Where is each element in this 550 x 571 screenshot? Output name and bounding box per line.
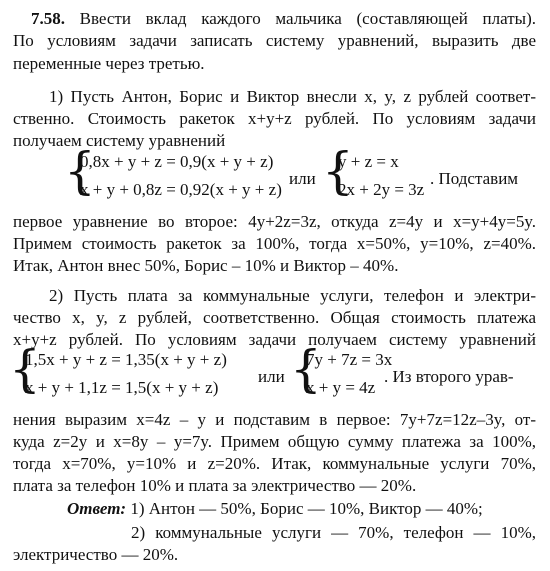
- answer-line: [67, 498, 536, 520]
- part2-line: нения выразим x=4z – y и подставим в первое: 7y+7z=12z–3y, от-: [13, 410, 536, 429]
- part1-line: Итак, Антон внес 50%, Борис – 10% и Виктор – 40%.: [13, 256, 399, 275]
- part1-line: ственно. Стоимость ракеток x+y+z рублей. По условиям задачи: [13, 109, 536, 128]
- part2-line: 2) Пусть плата за коммунальные услуги, телефон и электри-: [49, 286, 536, 305]
- brace-icon: {: [290, 340, 322, 398]
- brace-icon: {: [9, 340, 41, 398]
- problem-number: 7.58.: [31, 9, 65, 28]
- part2-line: куда z=2y и x=8y – y=7y. Примем общую сумму платежа за 100%,: [13, 432, 536, 451]
- equation: 0,8x + y + z = 0,9(x + y + z): [80, 152, 274, 171]
- problem-heading: [31, 8, 536, 30]
- part1-line: 1) Пусть Антон, Борис и Виктор внесли x, y, z рублей соответ-: [49, 87, 536, 106]
- equation: 7y + 7z = 3x: [306, 350, 393, 369]
- brace-icon: {: [64, 142, 96, 200]
- answer-text: 1) Антон — 50%, Борис — 10%, Виктор — 40%;: [130, 499, 483, 518]
- equation: 2x + 2y = 3z: [338, 180, 425, 199]
- equation: x + y + 0,8z = 0,92(x + y + z): [80, 180, 282, 199]
- equation: y + z = x: [338, 152, 399, 171]
- after-system-text: . Из второго урав-: [384, 367, 514, 386]
- brace-icon: {: [322, 142, 354, 200]
- answer-label: Ответ:: [67, 499, 127, 518]
- part2-line: тогда x=70%, y=10% и z=20%. Итак, коммунальные услуги 70%,: [13, 454, 536, 473]
- equation: 1,5x + y + z = 1,35(x + y + z): [25, 350, 227, 369]
- part2-line: x+y+z рублей. По условиям задачи получаем систему уравнений: [13, 330, 536, 349]
- equation: x + y + 1,1z = 1,5(x + y + z): [25, 378, 219, 397]
- part2-line: плата за телефон 10% и плата за электричество — 20%.: [13, 476, 417, 495]
- answer-line: электричество — 20%.: [13, 545, 179, 564]
- answer-line: 2) коммунальные услуги — 70%, телефон — 10%,: [131, 523, 536, 542]
- problem-intro-line: Ввести вклад каждого мальчика (составляющей платы).: [79, 9, 536, 28]
- connector-text: или: [289, 169, 316, 188]
- part2-line: чество x, y, z рублей, соответственно. Общая стоимость платежа: [13, 308, 536, 327]
- equation: x + y = 4z: [306, 378, 376, 397]
- problem-intro-line: переменные через третью.: [13, 54, 205, 73]
- part1-line: Примем стоимость ракеток за 100%, тогда x=50%, y=10%, z=40%.: [13, 234, 536, 253]
- part1-line: первое уравнение во второе: 4y+2z=3z, откуда z=4y и x=y+4y=5y.: [13, 212, 536, 231]
- after-system-text: . Подставим: [430, 169, 519, 188]
- connector-text: или: [258, 367, 285, 386]
- part1-line: получаем систему уравнений: [13, 131, 226, 150]
- problem-intro-line: По условиям задачи записать систему уравнений, выразить две: [13, 31, 536, 50]
